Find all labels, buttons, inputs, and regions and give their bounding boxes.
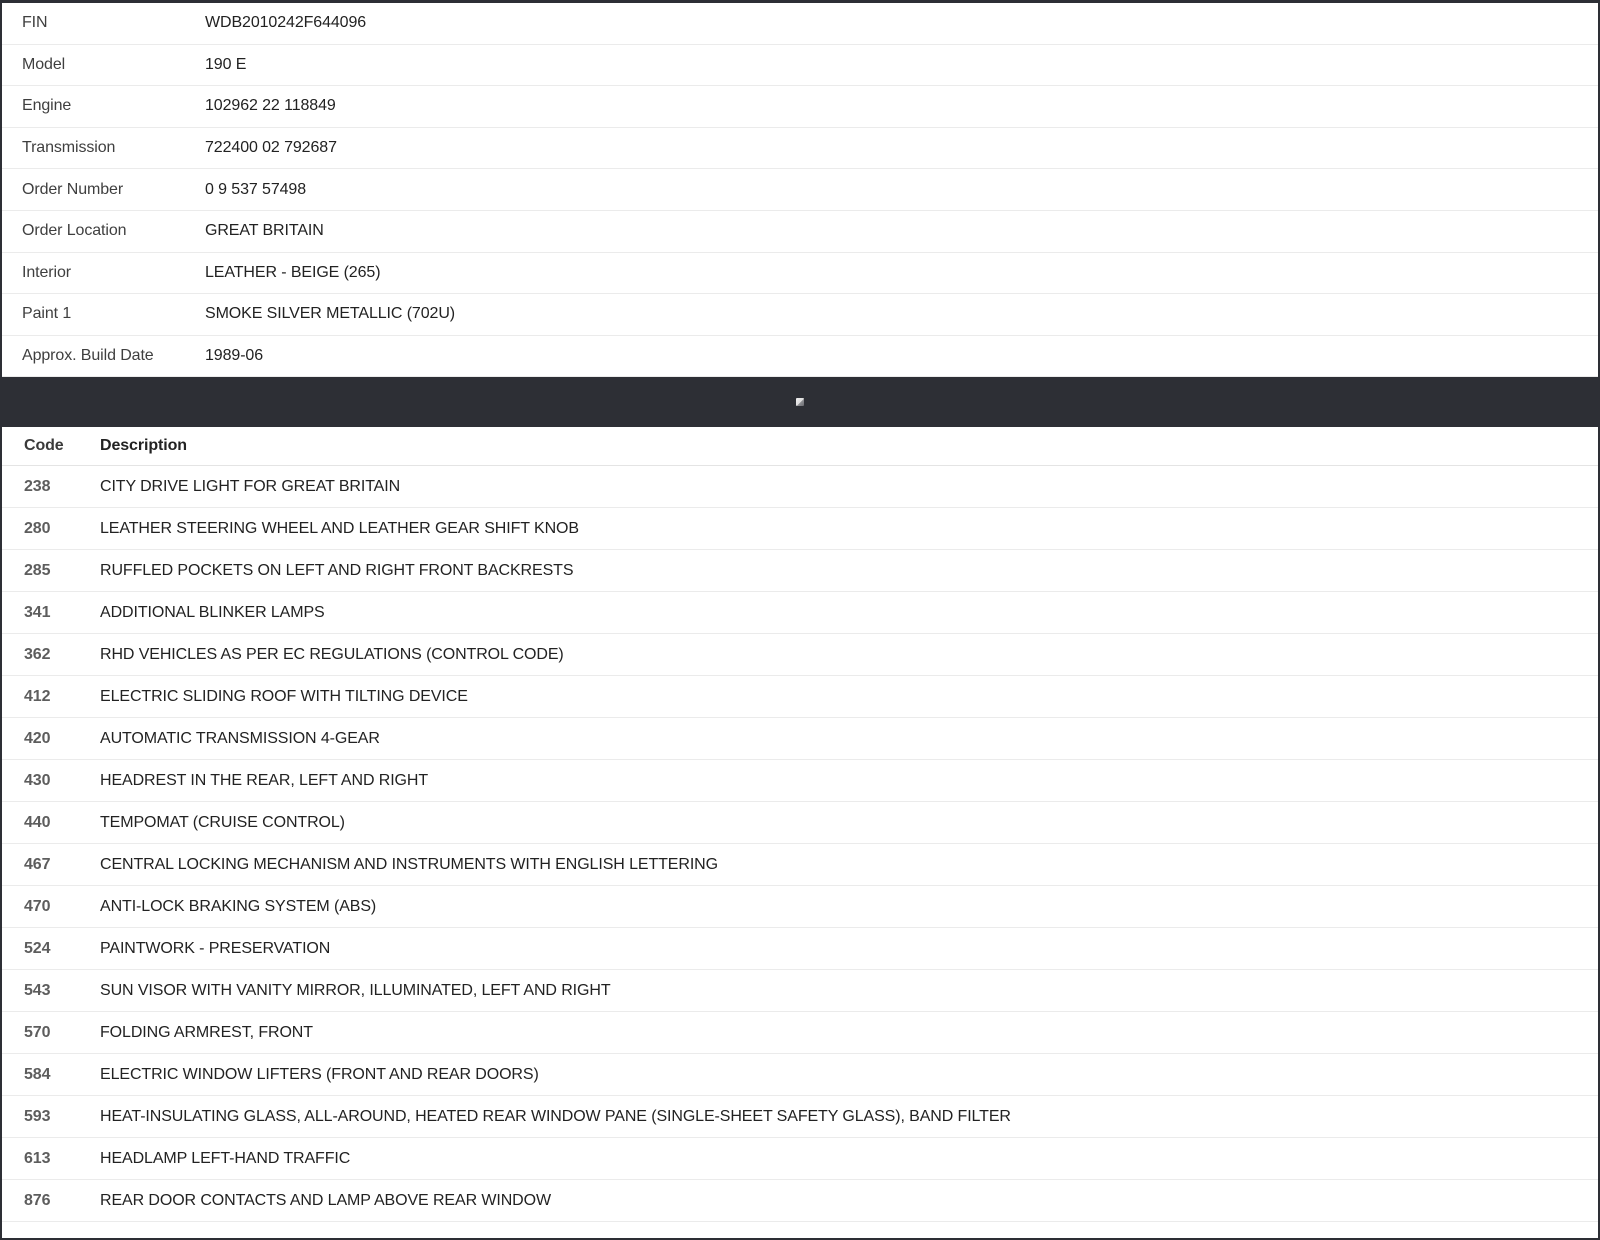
broken-image-icon	[796, 398, 804, 406]
equipment-description: ELECTRIC WINDOW LIFTERS (FRONT AND REAR DOORS)	[100, 1065, 539, 1083]
equipment-description: REAR DOOR CONTACTS AND LAMP ABOVE REAR WINDOW	[100, 1191, 551, 1209]
equipment-description: CITY DRIVE LIGHT FOR GREAT BRITAIN	[100, 477, 401, 495]
equipment-code-row	[2, 1054, 1598, 1096]
equipment-code: 412	[24, 687, 51, 705]
equipment-description: PAINTWORK - PRESERVATION	[100, 939, 331, 957]
equipment-code: 524	[24, 939, 51, 957]
equipment-code-row	[2, 802, 1598, 844]
equipment-description: RHD VEHICLES AS PER EC REGULATIONS (CONTROL CODE)	[100, 645, 564, 663]
code-column-header: Code	[24, 437, 64, 455]
equipment-code-row	[2, 1180, 1598, 1222]
info-label: Paint 1	[22, 305, 72, 323]
info-value: GREAT BRITAIN	[205, 222, 324, 240]
equipment-description: RUFFLED POCKETS ON LEFT AND RIGHT FRONT BACKRESTS	[100, 561, 574, 579]
equipment-code-row	[2, 592, 1598, 634]
equipment-code: 613	[24, 1149, 51, 1167]
equipment-code: 470	[24, 897, 51, 915]
section-header-bar	[2, 377, 1598, 427]
info-label: Interior	[22, 263, 71, 281]
vehicle-info-row	[2, 3, 1598, 45]
equipment-description: SUN VISOR WITH VANITY MIRROR, ILLUMINATED, LEFT AND RIGHT	[100, 981, 611, 999]
vehicle-info-row	[2, 45, 1598, 87]
vehicle-info-row	[2, 336, 1598, 378]
equipment-code-row	[2, 1138, 1598, 1180]
equipment-description: ANTI-LOCK BRAKING SYSTEM (ABS)	[100, 897, 377, 915]
info-value: 1989-06	[205, 347, 264, 365]
info-value: 102962 22 118849	[205, 97, 336, 115]
equipment-description: HEADLAMP LEFT-HAND TRAFFIC	[100, 1149, 351, 1167]
equipment-description: FOLDING ARMREST, FRONT	[100, 1023, 313, 1041]
info-value: SMOKE SILVER METALLIC (702U)	[205, 305, 456, 323]
info-value: 0 9 537 57498	[205, 180, 307, 198]
vehicle-info-row	[2, 86, 1598, 128]
equipment-code-row	[2, 760, 1598, 802]
equipment-code: 593	[24, 1107, 51, 1125]
info-label: Order Number	[22, 180, 124, 198]
info-label: FIN	[22, 14, 48, 32]
equipment-codes-rows	[2, 466, 1598, 1222]
info-label: Transmission	[22, 139, 116, 157]
vehicle-info-row	[2, 294, 1598, 336]
equipment-code: 876	[24, 1191, 51, 1209]
equipment-codes-table	[2, 427, 1598, 1222]
info-label: Order Location	[22, 222, 127, 240]
equipment-code: 341	[24, 603, 51, 621]
equipment-code-row	[2, 508, 1598, 550]
equipment-code-row	[2, 676, 1598, 718]
equipment-description: TEMPOMAT (CRUISE CONTROL)	[100, 813, 345, 831]
equipment-code: 362	[24, 645, 51, 663]
equipment-code: 570	[24, 1023, 51, 1041]
vehicle-info-row	[2, 211, 1598, 253]
equipment-code: 543	[24, 981, 51, 999]
equipment-description: ADDITIONAL BLINKER LAMPS	[100, 603, 325, 621]
equipment-code: 584	[24, 1065, 51, 1083]
equipment-code-row	[2, 466, 1598, 508]
equipment-description: LEATHER STEERING WHEEL AND LEATHER GEAR SHIFT KNOB	[100, 519, 579, 537]
equipment-code-row	[2, 634, 1598, 676]
equipment-code: 440	[24, 813, 51, 831]
equipment-code-row	[2, 718, 1598, 760]
info-label: Engine	[22, 97, 72, 115]
equipment-code-row	[2, 970, 1598, 1012]
equipment-description: ELECTRIC SLIDING ROOF WITH TILTING DEVICE	[100, 687, 468, 705]
equipment-description: AUTOMATIC TRANSMISSION 4-GEAR	[100, 729, 380, 747]
equipment-code-row	[2, 1012, 1598, 1054]
equipment-description: HEADREST IN THE REAR, LEFT AND RIGHT	[100, 771, 429, 789]
equipment-code-row	[2, 1096, 1598, 1138]
vehicle-info-row	[2, 169, 1598, 211]
equipment-codes-header-row	[2, 427, 1598, 466]
description-column-header: Description	[100, 437, 187, 455]
info-label: Approx. Build Date	[22, 347, 154, 365]
equipment-code-row	[2, 928, 1598, 970]
vehicle-info-table	[2, 3, 1598, 377]
vehicle-info-row	[2, 253, 1598, 295]
equipment-code-row	[2, 844, 1598, 886]
info-value: 722400 02 792687	[205, 139, 337, 157]
equipment-code: 430	[24, 771, 51, 789]
equipment-code: 420	[24, 729, 51, 747]
info-value: 190 E	[205, 55, 247, 73]
info-value: WDB2010242F644096	[205, 14, 367, 32]
info-value: LEATHER - BEIGE (265)	[205, 263, 381, 281]
equipment-code-row	[2, 550, 1598, 592]
equipment-code: 238	[24, 477, 51, 495]
info-label: Model	[22, 55, 66, 73]
equipment-code-row	[2, 886, 1598, 928]
vehicle-info-row	[2, 128, 1598, 170]
equipment-description: CENTRAL LOCKING MECHANISM AND INSTRUMENTS WITH ENGLISH LETTERING	[100, 855, 718, 873]
equipment-code: 280	[24, 519, 51, 537]
equipment-code: 285	[24, 561, 51, 579]
equipment-code: 467	[24, 855, 51, 873]
equipment-description: HEAT-INSULATING GLASS, ALL-AROUND, HEATED REAR WINDOW PANE (SINGLE-SHEET SAFETY GLASS), BAND FILTER	[100, 1107, 1011, 1125]
